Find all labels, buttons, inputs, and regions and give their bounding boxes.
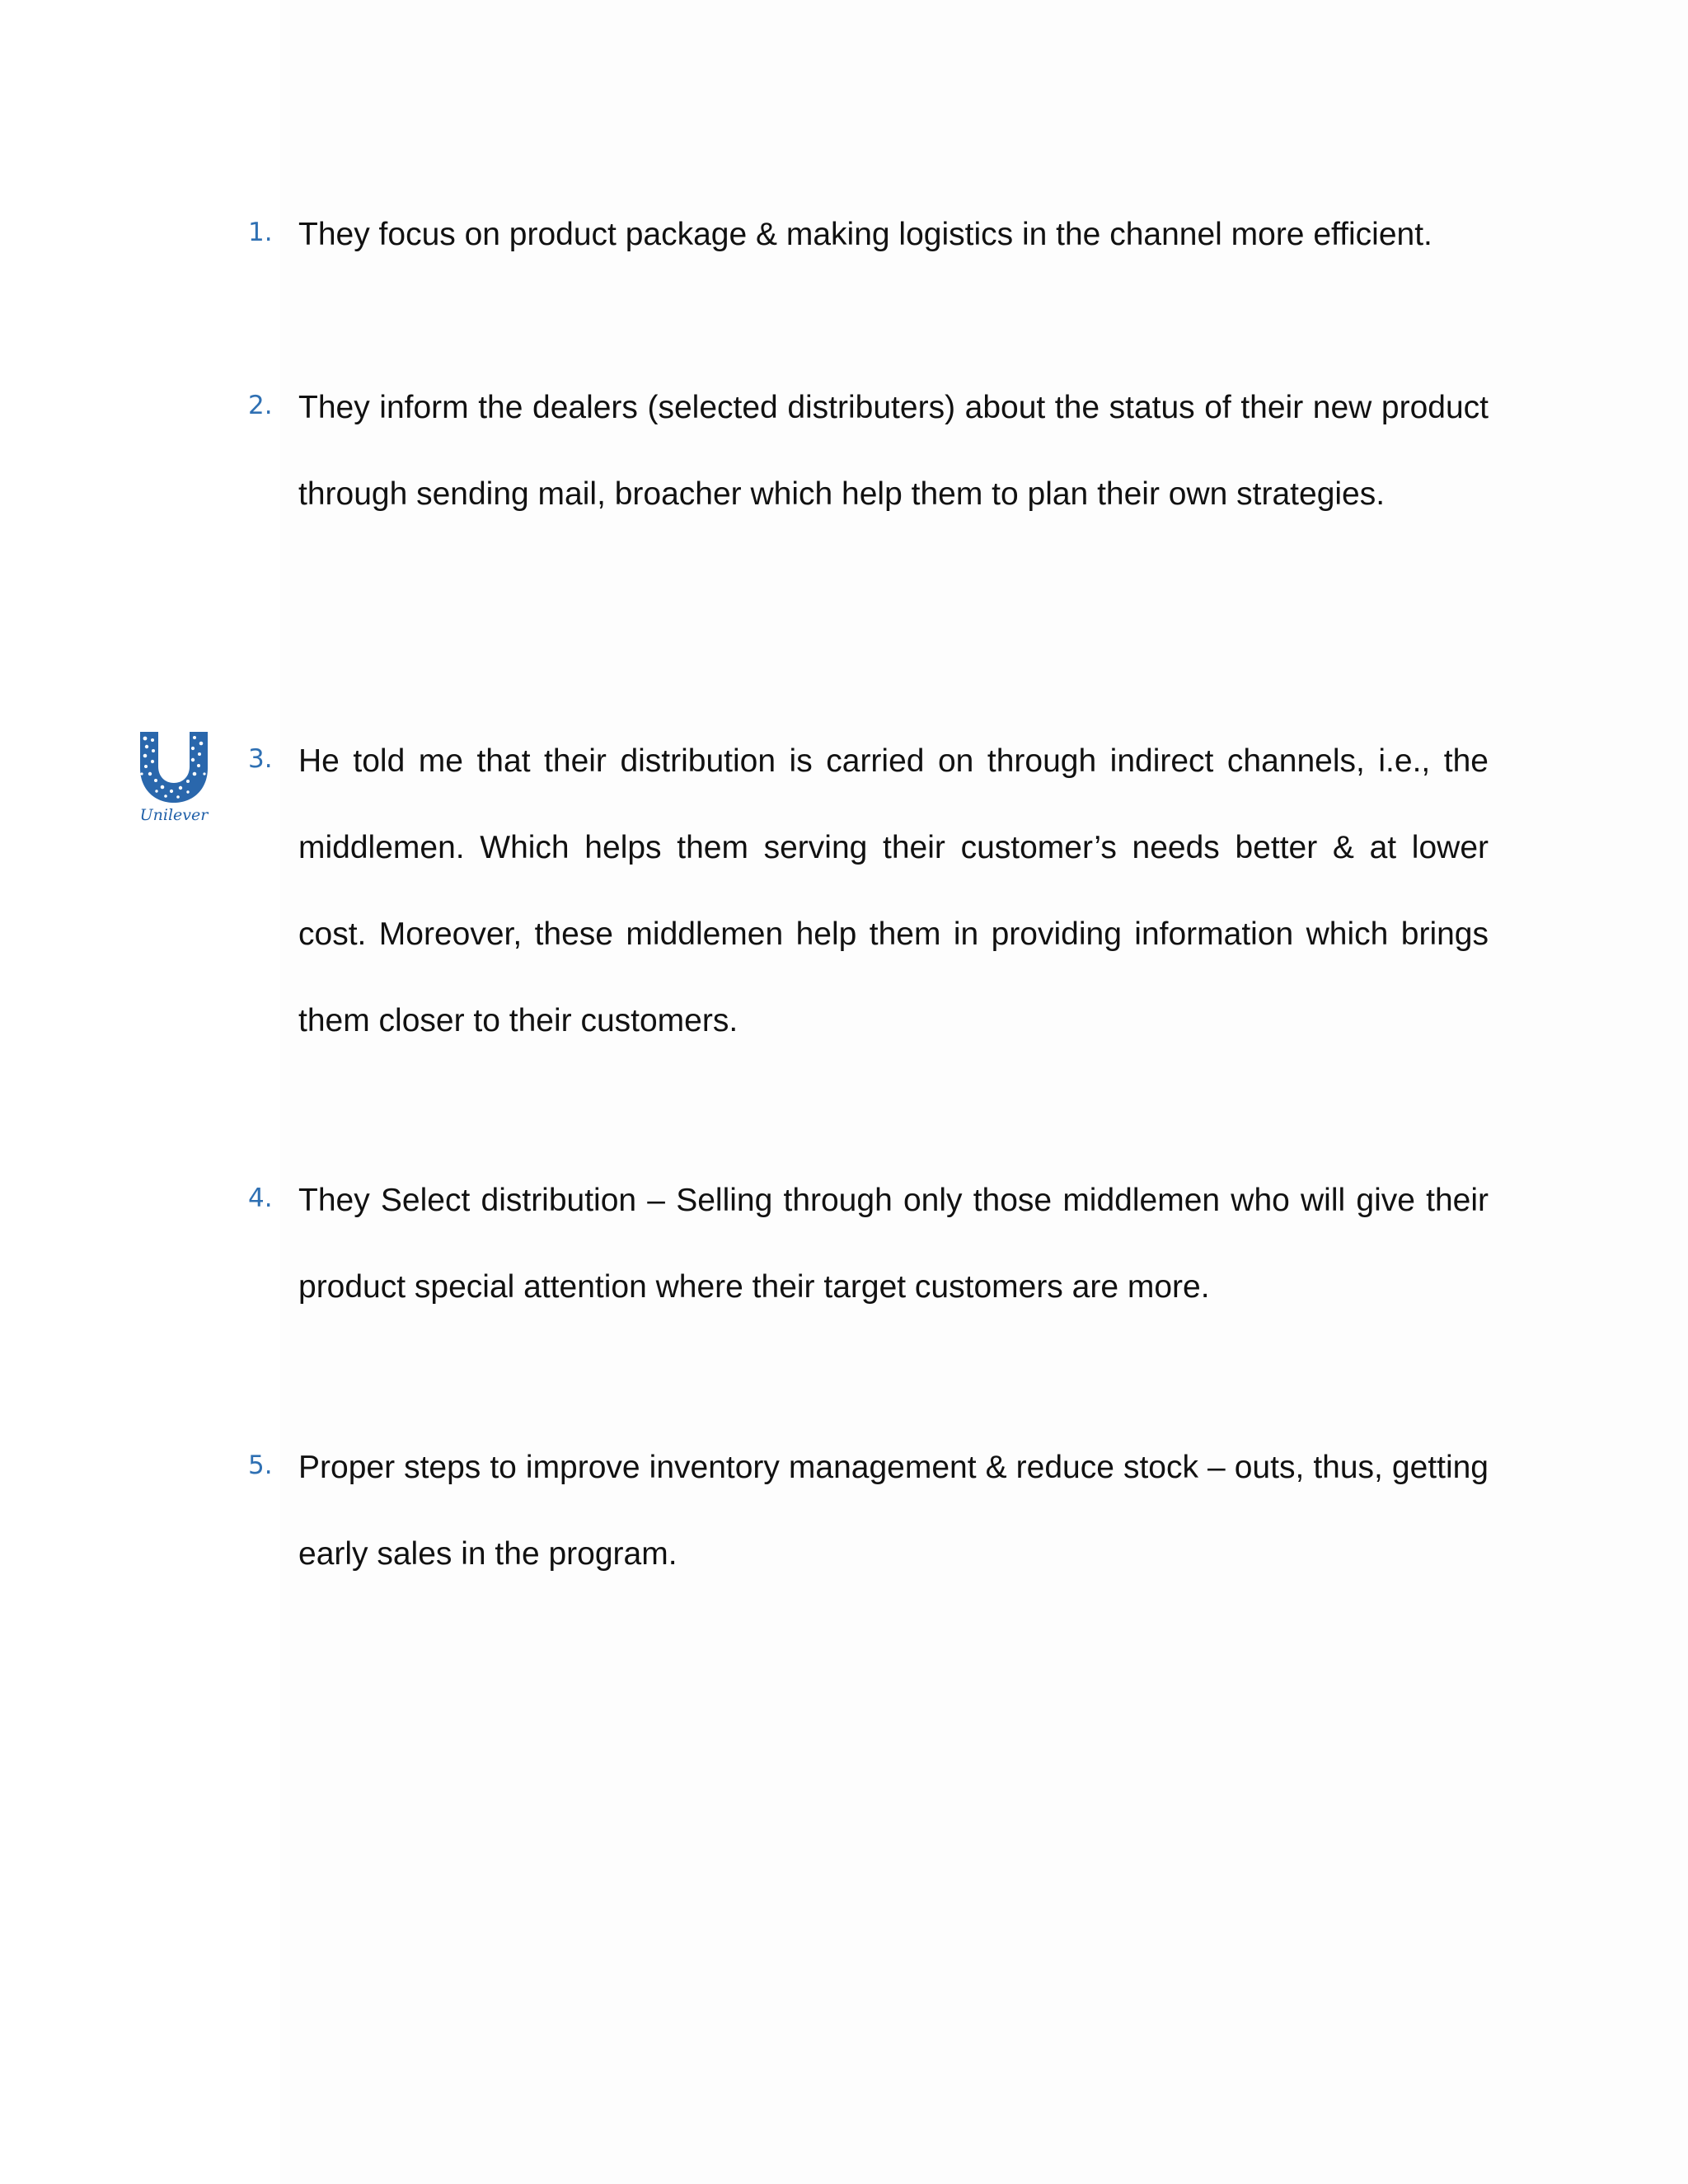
list-text: Proper steps to improve inventory management & reduce stock – outs, thus, getting early sales in the program. bbox=[298, 1450, 1489, 1572]
list-number: 1. bbox=[248, 218, 273, 247]
unilever-logo bbox=[129, 729, 219, 826]
list-number: 5. bbox=[248, 1451, 273, 1480]
list-text: They inform the dealers (selected distributers) about the status of their new product through sending mail, broacher which help them to plan their own strategies. bbox=[298, 390, 1489, 512]
page-background bbox=[280, 0, 1688, 2184]
list-number: 3. bbox=[248, 744, 273, 774]
list-text: They Select distribution – Selling through only those middlemen who will give their product special attention where their target customers are more. bbox=[298, 1183, 1489, 1305]
list-text: He told me that their distribution is carried on through indirect channels, i.e., the middlemen. Which helps them serving their customer’s needs better & at lower cost. Moreover, these middlemen help them in providing information which brings them closer to their customers. bbox=[298, 743, 1489, 1038]
unilever-logo-text: Unilever bbox=[139, 806, 209, 824]
list-number: 2. bbox=[248, 391, 273, 420]
unilever-logo-icon bbox=[129, 729, 219, 826]
list-text: They focus on product package & making logistics in the channel more efficient. bbox=[298, 217, 1432, 252]
list-number: 4. bbox=[248, 1183, 273, 1213]
